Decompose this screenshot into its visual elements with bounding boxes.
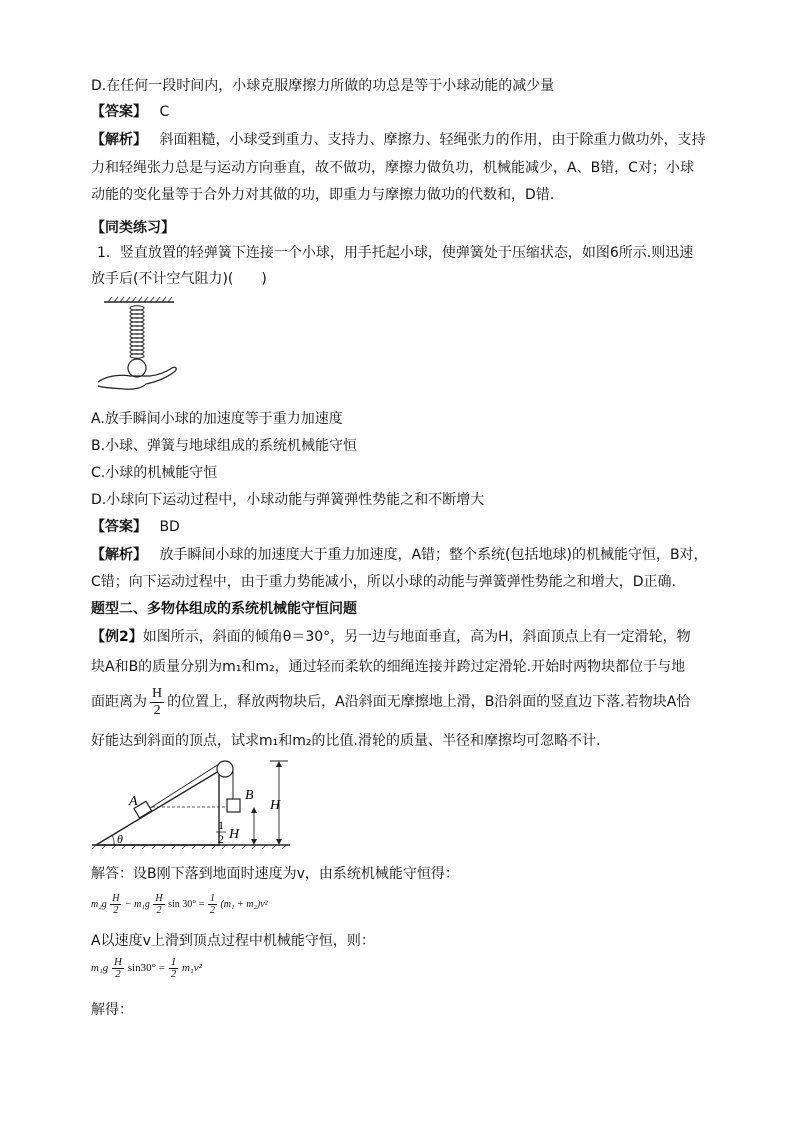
practice-stem: 放手后(不计空气阻力)( ) xyxy=(91,271,267,287)
practice-option-a: A.放手瞬间小球的加速度等于重力加速度 xyxy=(91,411,343,427)
example-line: 块A和B的质量分别为m₁和m₂，通过轻而柔软的细绳连接并跨过定滑轮.开始时两物块都位于与地 xyxy=(91,659,686,675)
example-line xyxy=(91,685,690,719)
incline-triangle xyxy=(96,771,219,845)
theta-label: θ xyxy=(117,832,123,846)
label-a: A xyxy=(129,794,138,809)
half-num: 1 xyxy=(218,818,224,832)
solution-line: 解得： xyxy=(91,1002,133,1018)
spring-icon xyxy=(130,306,144,358)
q1-answer-row xyxy=(91,102,169,122)
h-label: H xyxy=(270,798,281,813)
analysis-line: 力和轻绳张力总是与运动方向垂直，故不做功，摩擦力做负功，机械能减少，A、B错，C对；小球 xyxy=(91,160,694,176)
equation-1: m₂g $\frac{H}{2}$ − m₁g $\frac{H}{2}$ sin 30° = $\frac{1}{2}$ (m₁ + m₂)v² xyxy=(91,893,268,916)
pulley-icon xyxy=(217,761,233,777)
label-b: B xyxy=(245,788,254,803)
answer-tag: 【答案】 xyxy=(91,519,147,535)
ceiling-icon xyxy=(104,297,174,302)
analysis-line: C错；向下运动过程中，由于重力势能减小，所以小球的动能与弹簧弹性势能之和增大，D正确. xyxy=(91,574,677,590)
analysis-line: 放手瞬间小球的加速度大于重力加速度，A错；整个系统(包括地球)的机械能守恒，B对， xyxy=(159,547,708,563)
answer-tag: 【答案】 xyxy=(91,104,147,120)
half-den: 2 xyxy=(218,832,224,846)
practice-option-c: C.小球的机械能守恒 xyxy=(91,465,218,481)
practice-heading: 【同类练习】 xyxy=(91,220,175,236)
answer-value: C xyxy=(159,104,170,120)
example-line: 好能达到斜面的顶点，试求m₁和m₂的比值.滑轮的质量、半径和摩擦均可忽略不计. xyxy=(91,733,601,749)
example-tag: 【例2】 xyxy=(91,629,143,645)
analysis-tag: 【解析】 xyxy=(91,547,147,563)
practice-answer-row xyxy=(91,517,180,537)
incline-pulley-figure xyxy=(92,755,292,849)
fraction-h-over-2: $\frac{H}{2}$ xyxy=(152,685,163,718)
solution-line: A以速度v上滑到顶点过程中机械能守恒，则： xyxy=(91,933,375,949)
half-h-label: H xyxy=(229,827,240,842)
section-heading: 题型二、多物体组成的系统机械能守恒问题 xyxy=(91,601,357,617)
example-text: 的位置上，释放两物块后，A沿斜面无摩擦地上滑，B沿斜面的竖直边下落.若物块A恰 xyxy=(167,694,691,710)
example-line xyxy=(91,627,691,647)
q1-option-d: D.在任何一段时间内，小球克服摩擦力所做的功总是等于小球动能的减少量 xyxy=(91,78,555,94)
practice-option-b: B.小球、弹簧与地球组成的系统机械能守恒 xyxy=(91,438,358,454)
answer-value: BD xyxy=(159,519,180,535)
analysis-line: 动能的变化量等于合外力对其做的功，即重力与摩擦力做功的代数和，D错. xyxy=(91,187,555,203)
practice-stem: 1．竖直放置的轻弹簧下连接一个小球，用手托起小球，使弹簧处于压缩状态，如图6所示.则迅速 xyxy=(97,245,694,261)
rope-a xyxy=(144,764,219,812)
practice-option-d: D.小球向下运动过程中，小球动能与弹簧弹性势能之和不断增大 xyxy=(91,492,485,508)
ball-icon xyxy=(128,359,146,377)
angle-arc xyxy=(112,835,114,845)
spring-figure xyxy=(94,296,186,396)
equation-2: m₁g $\frac{H}{2}$ sin30° = $\frac{1}{2}$ m₁v² xyxy=(91,956,202,980)
analysis-line: 斜面粗糙，小球受到重力、支持力、摩擦力、轻绳张力的作用，由于除重力做功外，支持 xyxy=(159,132,706,148)
example-text: 面距离为 xyxy=(91,694,147,710)
block-b xyxy=(227,799,240,812)
practice-analysis-row xyxy=(91,545,708,565)
example-text: 如图所示，斜面的倾角θ＝30°，另一边与地面垂直，高为H，斜面顶点上有一定滑轮，物 xyxy=(142,629,691,645)
q1-analysis-row xyxy=(91,130,705,150)
analysis-tag: 【解析】 xyxy=(91,132,147,148)
solution-line: 解答：设B刚下落到地面时速度为v，由系统机械能守恒得： xyxy=(91,866,459,882)
